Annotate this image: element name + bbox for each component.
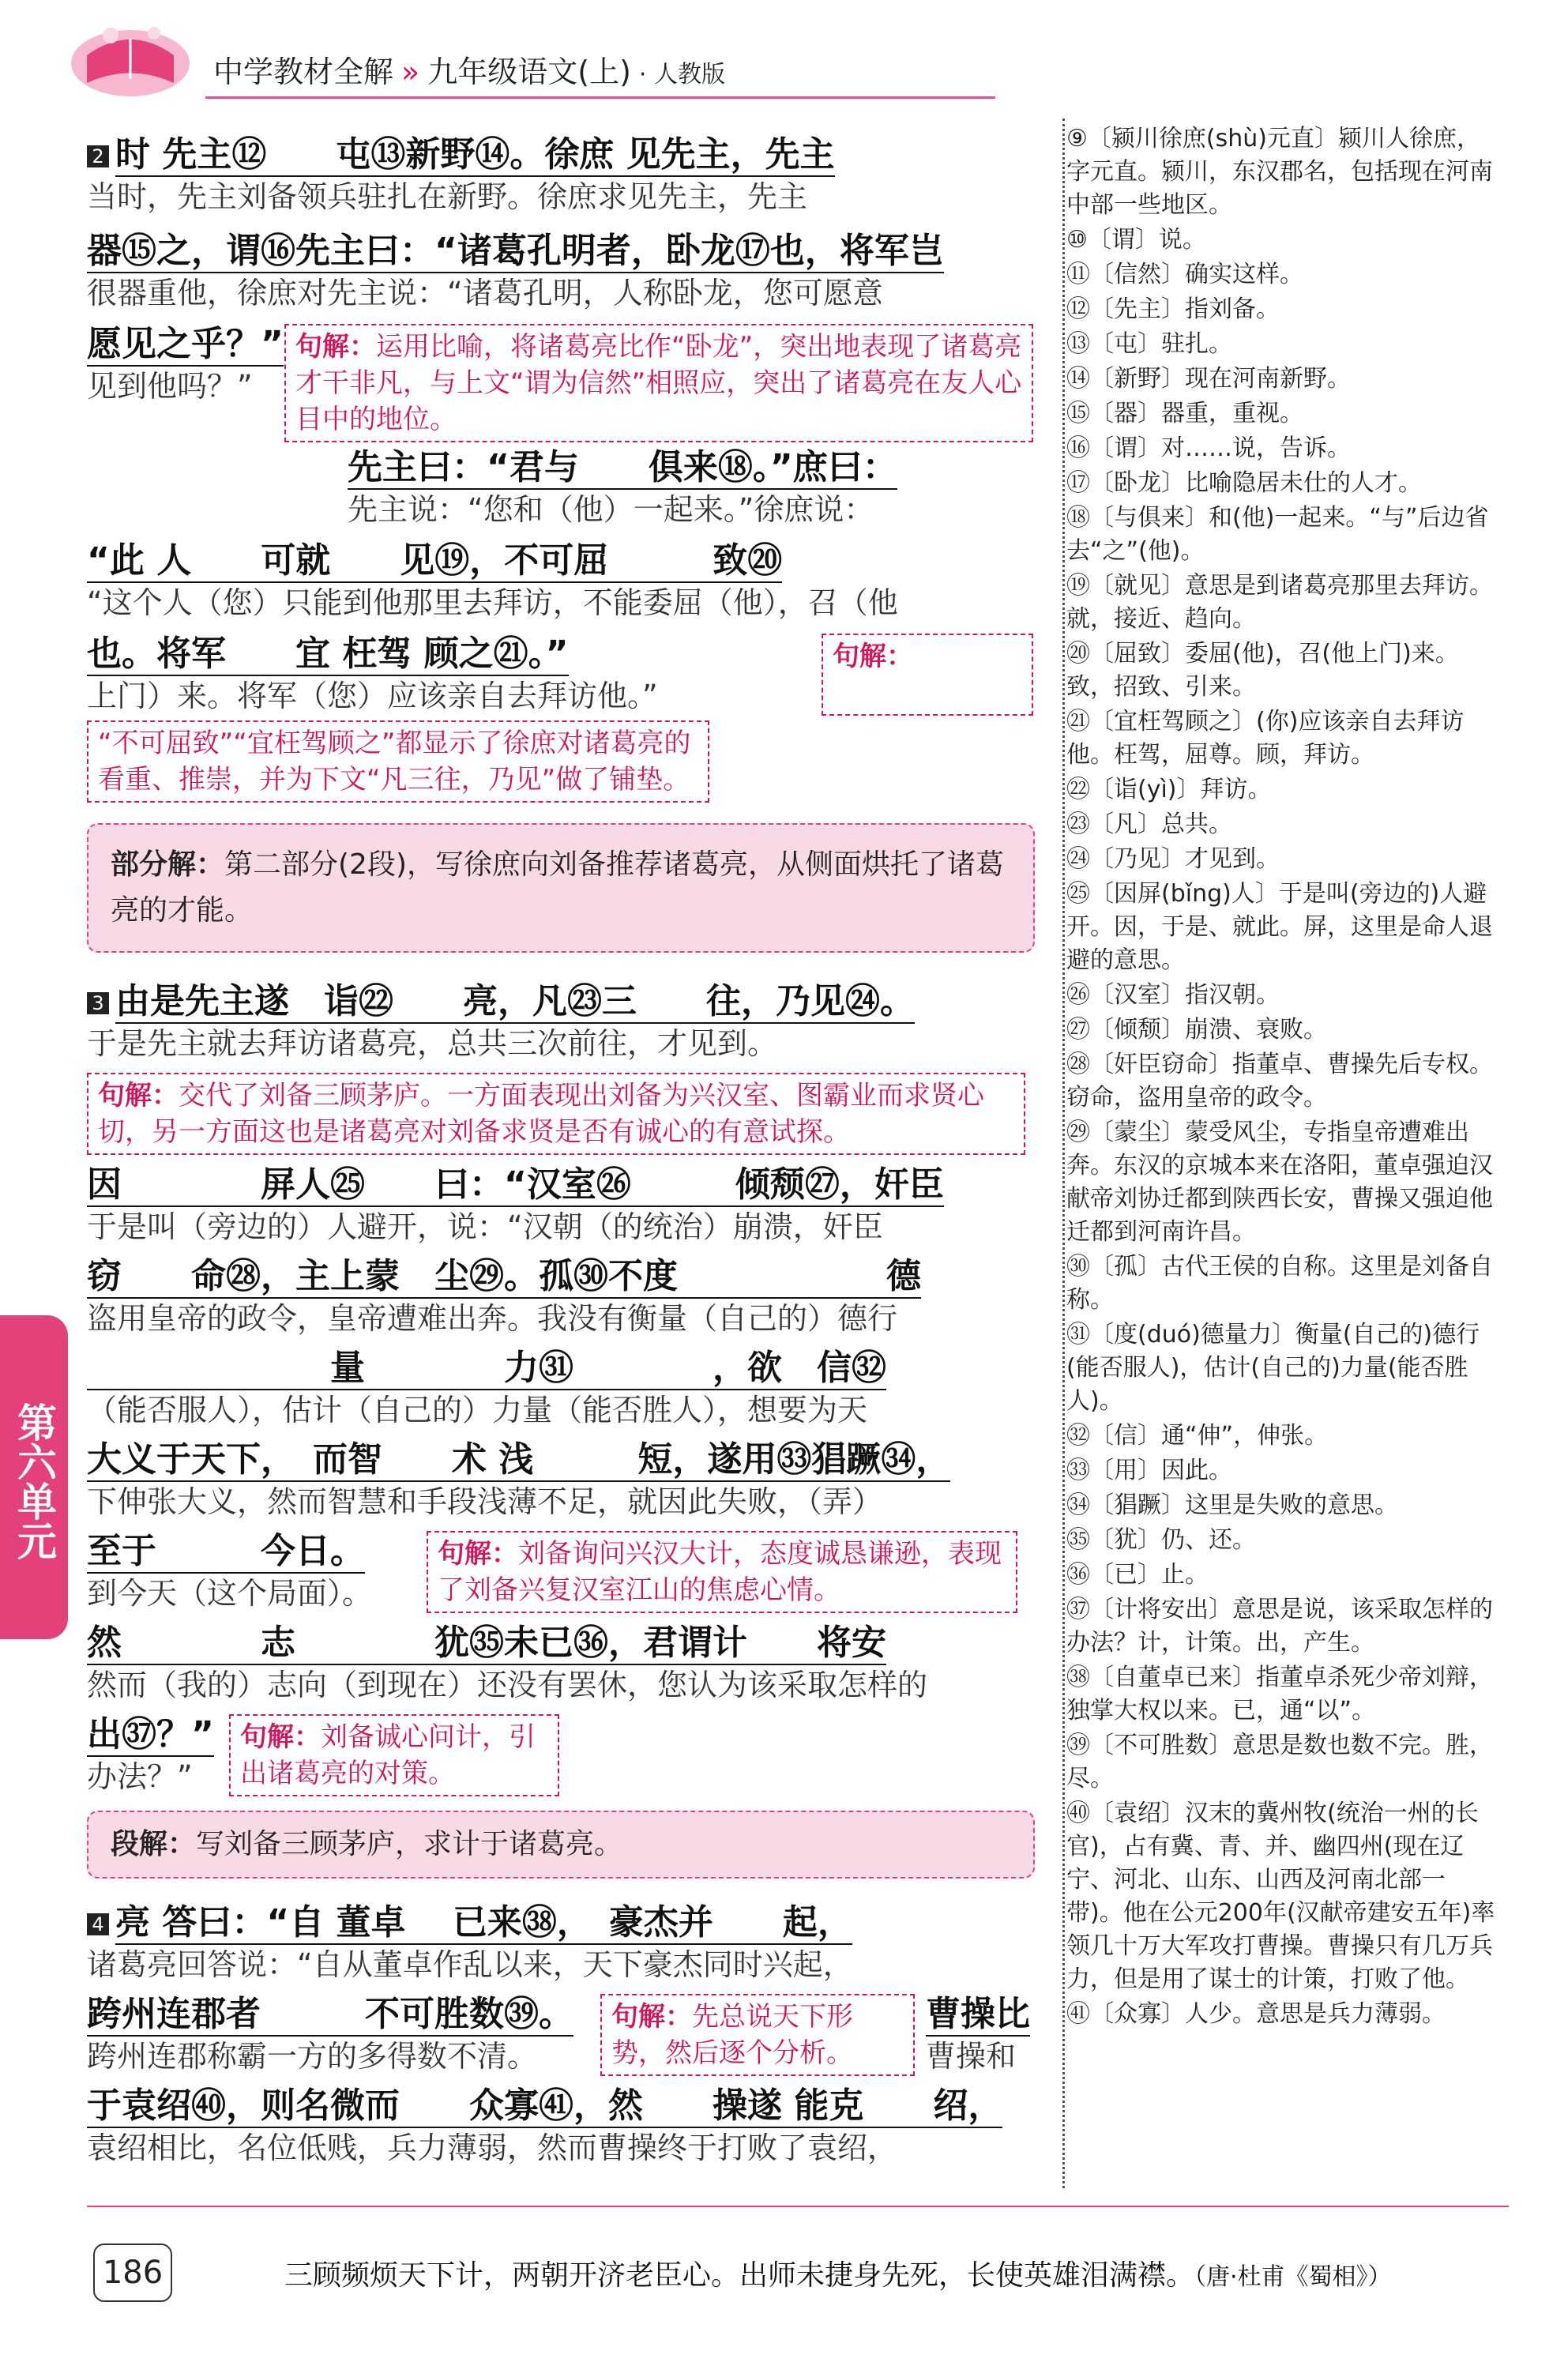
paragraph-summary-box — [87, 1811, 1035, 1879]
original-line: 出㊲？” — [87, 1714, 214, 1757]
footer-divider — [87, 2206, 1509, 2207]
summary-label: 部分解： — [111, 848, 225, 881]
header-title — [213, 47, 725, 91]
note-item: ⑨〔颍川徐庶(shù)元直〕颍川人徐庶，字元直。颍川，东汉郡名，包括现在河南中部一些地区。 — [1066, 125, 1493, 219]
annotation-text: 运用比喻，将诸葛亮比作“卧龙”，突出地表现了诸葛亮才干非凡，与上文“谓为信然”相照应，突出了诸葛亮在友人心目中的地位。 — [295, 331, 1022, 435]
note-item: ㊳〔自董卓已来〕指董卓杀死少帝刘辩，独掌大权以来。已，通“以”。 — [1066, 1664, 1493, 1724]
notes-column — [1066, 122, 1501, 2033]
translation-line: 很器重他，徐庶对先主说：“诸葛孔明，人称卧龙，您可愿意 — [87, 276, 883, 310]
original-line: 因 屏人㉕ 曰：“汉室㉖ 倾颓㉗，奸臣 — [87, 1164, 944, 1207]
summary-text: 第二部分(2段)，写徐庶向刘备推荐诸葛亮，从侧面烘托了诸葛亮的才能。 — [111, 848, 1005, 927]
part-summary-box — [87, 823, 1035, 953]
annotation-text: 刘备询问兴汉大计，态度诚恳谦逊，表现了刘备兴复汉室江山的焦虑心情。 — [438, 1538, 1002, 1606]
book-title: 中学教材全解 — [213, 55, 394, 89]
original-line: 跨州连郡者 不可胜数㊴。 — [87, 1994, 573, 2037]
sentence-annotation — [284, 324, 1033, 442]
summary-label: 段解： — [111, 1828, 197, 1860]
sentence-annotation — [87, 1073, 1025, 1155]
note-item: ㉛〔度(duó)德量力〕衡量(自己的)德行(能否服人)，估计(自己的)力量(能否胜人)。 — [1066, 1321, 1480, 1415]
annotation-label: 句解： — [611, 2001, 692, 2033]
page-number: 186 — [93, 2244, 172, 2302]
sentence-annotation — [822, 634, 1033, 716]
paragraph-number: 2 — [87, 145, 109, 167]
translation-line: 于是叫（旁边的）人避开，说：“汉朝（的统治）崩溃，奸臣 — [87, 1209, 883, 1244]
translation-line: 下伸张大义，然而智慧和手段浅薄不足，就因此失败，（弄） — [87, 1484, 883, 1519]
translation-line: 跨州连郡称霸一方的多得数不清。 — [87, 2039, 538, 2074]
note-item: ⑫〔先主〕指刘备。 — [1066, 295, 1280, 323]
annotation-text: 交代了刘备三顾茅庐。一方面表现出刘备为兴汉室、图霸业而求贤心切，另一方面这也是诸葛亮对刘备求贤是否有诚心的有意试探。 — [98, 1080, 984, 1148]
note-item: ⑯〔谓〕对……说，告诉。 — [1066, 434, 1351, 462]
note-item: ㊱〔已〕止。 — [1066, 1561, 1209, 1589]
translation-line: 盗用皇帝的政令，皇帝遭难出奔。我没有衡量（自己的）德行 — [87, 1301, 898, 1336]
annotation-text: “不可屈致”“宜枉驾顾之”都显示了徐庶对诸葛亮的看重、推崇，并为下文“凡三往，乃见”做了铺垫。 — [98, 728, 691, 795]
original-line: “此 人 可就 见⑲，不可屈 致⑳ — [87, 540, 782, 583]
note-item: ㉟〔犹〕仍、还。 — [1066, 1526, 1256, 1554]
chevron-right-icon: » — [401, 55, 420, 89]
note-item: ㉚〔孤〕古代王侯的自称。这里是刘备自称。 — [1066, 1253, 1493, 1314]
book-logo-icon — [63, 8, 197, 103]
translation-line: 诸葛亮回答说：“自从董卓作乱以来，天下豪杰同时兴起， — [87, 1947, 853, 1982]
original-line: 量 力㉛ ，欲 信㉜ — [87, 1348, 886, 1390]
original-line: 也。将军 宜 枉驾 顾之㉑。” — [87, 634, 569, 676]
annotation-text: 刘备诚心问计，引出诸葛亮的对策。 — [240, 1721, 536, 1789]
original-line: 大义于天下， 而智 术 浅 短，遂用㉝猖蹶㉞， — [87, 1439, 950, 1482]
original-line: 时 先主⑫ 屯⑬新野⑭。徐庶 见先主，先主 — [115, 134, 835, 177]
note-item: ㉝〔用〕因此。 — [1066, 1457, 1232, 1484]
annotation-text: 先总说天下形势，然后逐个分析。 — [611, 2001, 853, 2069]
original-line: 于袁绍㊵，则名微而 众寡㊶，然 操遂 能克 绍， — [87, 2086, 1002, 2128]
translation-line: 先主说：“您和（他）一起来。”徐庶说： — [348, 492, 874, 527]
note-item: ⑩〔谓〕说。 — [1066, 226, 1206, 254]
footer-poem — [284, 2253, 1392, 2293]
translation-line: “这个人（您）只能到他那里去拜访，不能委屈（他），召（他 — [87, 585, 898, 620]
note-item: ㉑〔宜枉驾顾之〕(你)应该亲自去拜访他。枉驾，屈尊。顾，拜访。 — [1066, 708, 1465, 769]
annotation-label: 句解： — [240, 1721, 321, 1753]
original-line: 器⑮之，谓⑯先主曰：“诸葛孔明者，卧龙⑰也，将军岂 — [87, 231, 944, 273]
original-line: 至于 今日。 — [87, 1531, 365, 1574]
original-line: 亮 答曰：“自 董卓 已来㊳， 豪杰并 起， — [115, 1902, 852, 1945]
unit-tab-label: 第六单元 — [11, 1402, 57, 1560]
note-item: ㉙〔蒙尘〕蒙受风尘，专指皇帝遭难出奔。东汉的京城本来在洛阳，董卓强迫汉献帝刘协迁都到陕西长安，曹操又强迫他迁都到河南许昌。 — [1066, 1119, 1493, 1246]
note-item: ㉓〔凡〕总共。 — [1066, 811, 1232, 838]
translation-line: 当时，先主刘备领兵驻扎在新野。徐庶求见先主，先主 — [87, 179, 808, 214]
paragraph-number: 3 — [87, 992, 109, 1014]
note-item: ㉕〔因屏(bǐng)人〕于是叫(旁边的)人避开。因，于是、就此。屏，这里是命人退避的意思。 — [1066, 880, 1493, 974]
original-line: 窃 命㉘，主上蒙 尘㉙。孤㉚不度 德 — [87, 1256, 921, 1299]
summary-text: 写刘备三顾茅庐，求计于诸葛亮。 — [196, 1828, 623, 1860]
main-text-column — [87, 118, 1035, 2179]
note-item: ㉒〔诣(yì)〕拜访。 — [1066, 776, 1272, 803]
note-item: ⑰〔卧龙〕比喻隐居未仕的人才。 — [1066, 469, 1422, 497]
paragraph-3 — [87, 981, 1035, 1796]
page-footer — [0, 2188, 1568, 2362]
note-item: ⑬〔屯〕驻扎。 — [1066, 330, 1232, 358]
translation-line: 于是先主就去拜访诸葛亮，总共三次前往，才见到。 — [87, 1026, 778, 1061]
note-item: ㉖〔汉室〕指汉朝。 — [1066, 981, 1280, 1009]
sentence-annotation — [600, 1994, 915, 2076]
poem-source: （唐·杜甫《蜀相》） — [1194, 2263, 1392, 2291]
edition-label: · 人教版 — [638, 61, 725, 88]
note-item: ⑲〔就见〕意思是到诸葛亮那里去拜访。就，接近、趋向。 — [1066, 572, 1493, 633]
note-item: ㉘〔奸臣窃命〕指董卓、曹操先后专权。窃命，盗用皇帝的政令。 — [1066, 1051, 1493, 1111]
page-header — [0, 0, 1568, 118]
paragraph-number: 4 — [87, 1913, 109, 1935]
translation-line: 办法？” — [87, 1759, 193, 1794]
note-item: ⑳〔屈致〕委屈(他)，召(他上门)来。致，招致、引来。 — [1066, 640, 1459, 701]
note-item: ㊵〔袁绍〕汉末的冀州牧(统治一州的长官)，占有冀、青、并、幽四州(现在辽宁、河北、山东、山西及河南北部一带)。他在公元200年(汉献帝建安五年)率领几十万大军攻打曹操。曹操只有几万兵力，但是用了谋士的计策，打败了他。 — [1066, 1800, 1495, 1993]
translation-line: 见到他吗？” — [87, 369, 253, 404]
note-item: ㊴〔不可胜数〕意思是数也数不完。胜，尽。 — [1066, 1732, 1493, 1792]
note-item: ㉜〔信〕通“伸”，伸张。 — [1066, 1422, 1329, 1450]
translation-line: 上门）来。将军（您）应该亲自去拜访他。” — [87, 679, 658, 713]
translation-line: 袁绍相比，名位低贱，兵力薄弱，然而曹操终于打败了袁绍， — [87, 2131, 898, 2165]
unit-tab — [0, 1315, 68, 1639]
original-line: 先主曰：“君与 俱来⑱。”庶曰： — [348, 447, 897, 490]
translation-line: （能否服人），估计（自己的）力量（能否胜人），想要为天 — [87, 1393, 868, 1427]
note-item: ㉔〔乃见〕才见到。 — [1066, 845, 1280, 873]
translation-line: 到今天（这个局面）。 — [87, 1576, 373, 1611]
header-divider — [205, 96, 995, 99]
original-line: 曹操比 — [926, 1994, 1030, 2037]
note-item: ㊶〔众寡〕人少。意思是兵力薄弱。 — [1066, 2000, 1446, 2028]
poem-text: 三顾频烦天下计，两朝开济老臣心。出师未捷身先死，长使英雄泪满襟。 — [284, 2259, 1195, 2292]
column-divider — [1062, 118, 1065, 2188]
subject-title: 九年级语文(上) — [427, 55, 631, 89]
original-line: 愿见之乎？” — [87, 324, 284, 367]
note-item: ㉞〔猖蹶〕这里是失败的意思。 — [1066, 1491, 1398, 1519]
sentence-annotation-continued — [87, 720, 709, 803]
sentence-annotation — [229, 1714, 559, 1796]
paragraph-4 — [87, 1902, 1035, 2168]
translation-line: 曹操和 — [926, 2039, 1017, 2074]
note-item: ⑱〔与俱来〕和(他)一起来。“与”后边省去“之”(他)。 — [1066, 504, 1489, 565]
original-line: 然 志 犹㉟未已㊱，君谓计 将安 — [87, 1623, 886, 1665]
annotation-label: 句解： — [295, 331, 376, 363]
annotation-label: 句解： — [98, 1080, 179, 1111]
note-item: ㊲〔计将安出〕意思是说，该采取怎样的办法？计，计策。出，产生。 — [1066, 1596, 1493, 1657]
annotation-label: 句解： — [833, 641, 913, 672]
note-item: ⑪〔信然〕确实这样。 — [1066, 261, 1303, 288]
paragraph-2 — [87, 134, 1035, 803]
translation-line: 然而（我的）志向（到现在）还没有罢休，您认为该采取怎样的 — [87, 1668, 928, 1702]
sentence-annotation — [427, 1531, 1017, 1613]
note-item: ㉗〔倾颓〕崩溃、衰败。 — [1066, 1016, 1327, 1044]
note-item: ⑮〔器〕器重，重视。 — [1066, 400, 1303, 427]
annotation-label: 句解： — [438, 1538, 518, 1570]
note-item: ⑭〔新野〕现在河南新野。 — [1066, 365, 1351, 393]
original-line: 由是先主遂 诣㉒ 亮，凡㉓三 往，乃见㉔。 — [115, 981, 915, 1024]
